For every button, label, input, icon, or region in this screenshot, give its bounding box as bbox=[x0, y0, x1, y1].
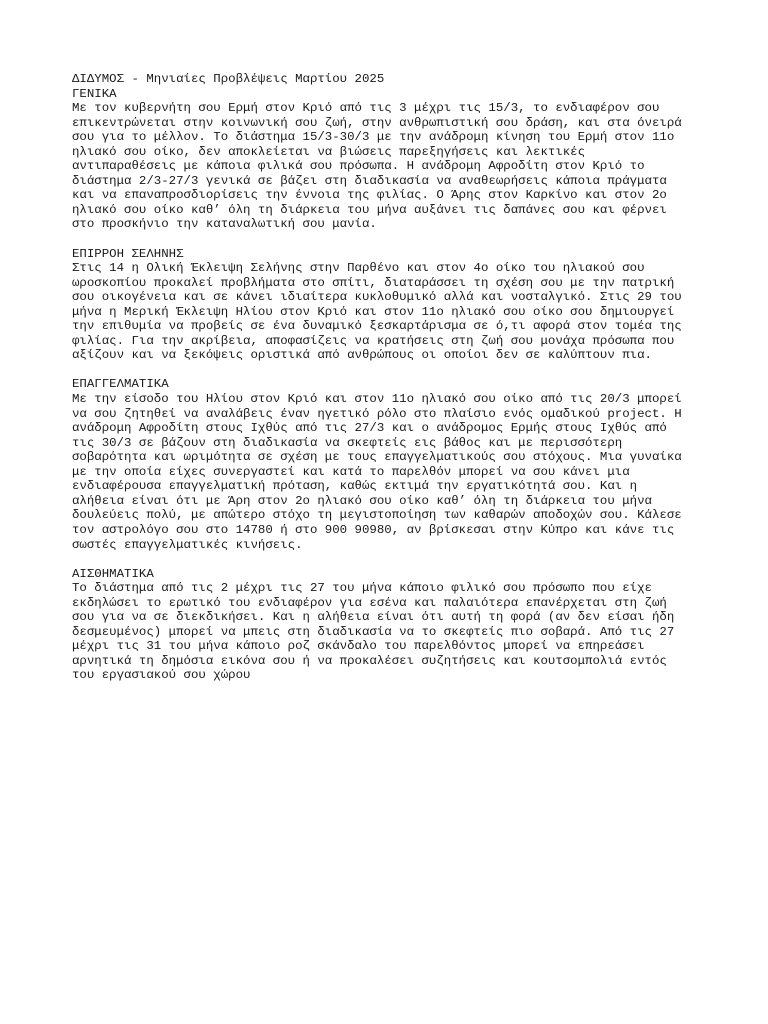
paragraph-line: και να επαναπροσδιορίσεις την έννοια της φιλίας. Ο Άρης στον Καρκίνο και στον 2ο bbox=[72, 188, 667, 203]
paragraph-line: ωροσκοπίου προκαλεί προβλήματα στο σπίτι, διαταράσσει τη σχέση σου με την πατρική bbox=[72, 275, 675, 290]
paragraph-line: αλήθεια είναι ότι με Άρη στον 2ο ηλιακό σου οίκο καθ’ όλη τη διάρκεια του μήνα bbox=[72, 493, 652, 508]
section-3 bbox=[72, 567, 696, 683]
paragraph-line: επικεντρώνεται στην κοινωνική σου ζωή, στην ανθρωπιστική σου δράση, και στα όνειρά bbox=[72, 115, 682, 130]
paragraph-line: φιλίας. Για την ακρίβεια, αποφασίζεις να κρατήσεις στη ζωή σου μονάχα πρόσωπα που bbox=[72, 333, 675, 348]
paragraph-line: εκδηλώσει το ερωτικό του ενδιαφέρον για εσένα και παλαιότερα επανέρχεται στη ζωή bbox=[72, 595, 667, 610]
paragraph-line: σωστές επαγγελματικές κινήσεις. bbox=[72, 537, 303, 552]
paragraph-line: ηλιακό σου οίκο, δεν αποκλείεται να βιώσεις παρεξηγήσεις και λεκτικές bbox=[72, 144, 586, 159]
paragraph-line: σοβαρότητα και ωριμότητα σε σχέση με τους επαγγελματικούς σου στόχους. Μια γυναίκα bbox=[72, 450, 682, 465]
paragraph-line: αρνητικά τη δημόσια εικόνα σου ή να προκαλέσει συζητήσεις και κουτσομπολιά εντός bbox=[72, 653, 667, 668]
paragraph-line: τον αστρολόγο σου στο 14780 ή στο 900 90980, αν βρίσκεσαι στην Κύπρο και κάνε τις bbox=[72, 522, 675, 537]
section-0 bbox=[72, 87, 696, 232]
paragraph-line: Στις 14 η Ολική Έκλειψη Σελήνης στην Παρθένο και στον 4ο οίκο του ηλιακού σου bbox=[72, 261, 645, 276]
paragraph-line: σου για να σε διεκδικήσει. Και η αλήθεια είναι ότι αυτή τη φορά (αν δεν είσαι ήδη bbox=[72, 610, 675, 625]
section-heading: ΕΠΑΓΓΕΛΜΑΤΙΚΑ bbox=[72, 377, 169, 392]
document-body bbox=[72, 87, 696, 683]
paragraph-line: Με την είσοδο του Ηλίου στον Κριό και στον 11ο ηλιακό σου οίκο από τις 20/3 μπορεί bbox=[72, 392, 682, 407]
paragraph-line: με την οποία είχες συνεργαστεί και κατά το παρελθόν μπορεί να σου κάνει μια bbox=[72, 464, 630, 479]
document-page bbox=[72, 72, 696, 683]
paragraph-line: τις 30/3 σε βάζουν στη διαδικασία να σκεφτείς εις βάθος και με περισσότερη bbox=[72, 435, 623, 450]
paragraph-line: διάστημα 2/3-27/3 γενικά σε βάζει στη διαδικασία να αναθεωρήσεις κάποια πράγματα bbox=[72, 173, 667, 188]
paragraph-line: ηλιακό σου οίκο καθ’ όλη τη διάρκεια του μήνα αυξάνει τις δαπάνες σου και φέρνει bbox=[72, 202, 667, 217]
paragraph-line: δεσμευμένος) μπορεί να μπεις στη διαδικασία να το σκεφτείς πιο σοβαρά. Από τις 27 bbox=[72, 624, 675, 639]
paragraph-line: μήνα η Μερική Έκλειψη Ηλίου στον Κριό και στον 11ο ηλιακό σου οίκο σου δημιουργεί bbox=[72, 304, 675, 319]
section-2 bbox=[72, 377, 696, 552]
paragraph-line: αξίζουν και να ξεκόψεις οριστικά από ανθρώπους οι οποίοι δεν σε καλύπτουν πια. bbox=[72, 348, 652, 363]
paragraph-line: στο προσκήνιο την καταναλωτική σου μανία. bbox=[72, 217, 377, 232]
section-heading: ΓΕΝΙΚΑ bbox=[72, 86, 117, 101]
paragraph-line: ενδιαφέρουσα επαγγελματική πρόταση, καθώς εκτιμά την εργατικότητά σου. Και η bbox=[72, 479, 638, 494]
paragraph-line: του εργασιακού σου χώρου bbox=[72, 668, 251, 683]
paragraph-line: Το διάστημα από τις 2 μέχρι τις 27 του μήνα κάποιο φιλικό σου πρόσωπο που είχε bbox=[72, 581, 652, 596]
paragraph-line: Με τον κυβερνήτη σου Ερμή στον Κριό από τις 3 μέχρι τις 15/3, το ενδιαφέρον σου bbox=[72, 101, 660, 116]
paragraph-line: ανάδρομη Αφροδίτη στους Ιχθύς από τις 27/3 και ο ανάδρομος Ερμής στους Ιχθύς από bbox=[72, 421, 667, 436]
section-heading: ΕΠΙΡΡΟΗ ΣΕΛΗΝΗΣ bbox=[72, 246, 184, 261]
paragraph-line: δουλεύεις πολύ, με απώτερο στόχο τη μεγιστοποίηση των καθαρών αποδοχών σου. Κάλεσε bbox=[72, 508, 682, 523]
section-1 bbox=[72, 247, 696, 363]
section-heading: ΑΙΣΘΗΜΑΤΙΚΑ bbox=[72, 566, 154, 581]
paragraph-line: την επιθυμία να προβείς σε ένα δυναμικό ξεσκαρτάρισμα σε ό,τι αφορά στον τομέα της bbox=[72, 319, 682, 334]
paragraph-line: σου για το μέλλον. Το διάστημα 15/3-30/3 με την ανάδρομη κίνηση του Ερμή στον 11ο bbox=[72, 130, 675, 145]
paragraph-line: να σου ζητηθεί να αναλάβεις έναν ηγετικό ρόλο στο πλαίσιο ενός ομαδικού project. Η bbox=[72, 406, 682, 421]
paragraph-line: μέχρι τις 31 του μήνα κάποιο ροζ σκάνδαλο του παρελθόντος μπορεί να επηρεάσει bbox=[72, 639, 645, 654]
document-title: ΔΙΔΥΜΟΣ - Μηνιαίες Προβλέψεις Μαρτίου 2025 bbox=[72, 72, 385, 86]
paragraph-line: σου οικογένεια και σε κάνει ιδιαίτερα κυκλοθυμικό αλλά και νοσταλγικό. Στις 29 του bbox=[72, 290, 682, 305]
paragraph-line: αντιπαραθέσεις με κάποια φιλικά σου πρόσωπα. Η ανάδρομη Αφροδίτη στον Κριό το bbox=[72, 159, 645, 174]
